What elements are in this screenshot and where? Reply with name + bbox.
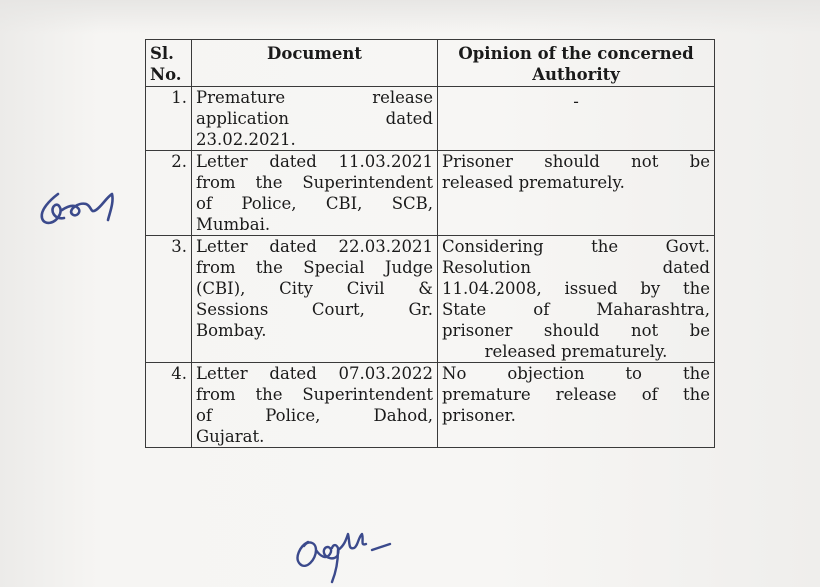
opinion-line: prisoner. [442, 406, 516, 425]
bottom-signature [286, 520, 416, 587]
opinion-line: No objection to the [442, 364, 710, 383]
header-opinion [438, 40, 715, 87]
document-line: Mumbai. [196, 215, 271, 234]
table-header-row [146, 40, 715, 87]
header-document: Document [192, 40, 438, 87]
row-sl-no: 3. [146, 236, 192, 363]
row-document [192, 87, 438, 151]
opinion-line: premature release of the [442, 385, 710, 404]
table-row [146, 87, 715, 151]
row-opinion [438, 151, 715, 236]
row-document [192, 363, 438, 448]
document-line: Gujarat. [196, 427, 265, 446]
table-row [146, 236, 715, 363]
document-line: from the Special Judge [196, 258, 433, 277]
page-edge-shadow [0, 0, 820, 34]
row-sl-no: 1. [146, 87, 192, 151]
opinion-line: State of Maharashtra, [442, 300, 710, 319]
header-sl-no [146, 40, 192, 87]
document-line: Bombay. [196, 321, 267, 340]
document-line: Premature release [196, 88, 433, 107]
header-sl-line1: Sl. [150, 44, 174, 63]
document-line: of Police, CBI, SCB, [196, 194, 433, 213]
header-opinion-line1: Opinion of the concerned [458, 44, 694, 63]
table-row [146, 363, 715, 448]
opinion-line: Considering the Govt. [442, 237, 710, 256]
opinion-line: released prematurely. [484, 342, 668, 361]
row-document [192, 151, 438, 236]
document-line: from the Superintendent [196, 385, 433, 404]
header-opinion-line2: Authority [532, 65, 620, 84]
document-line: from the Superintendent [196, 173, 433, 192]
opinion-line: 11.04.2008, issued by the [442, 279, 710, 298]
document-line: Letter dated 07.03.2022 [196, 364, 433, 383]
document-line: Sessions Court, Gr. [196, 300, 433, 319]
document-line: Letter dated 11.03.2021 [196, 152, 433, 171]
row-document [192, 236, 438, 363]
opinion-line: - [573, 92, 579, 111]
documents-table [145, 39, 715, 448]
document-line: application dated [196, 109, 433, 128]
header-sl-line2: No. [150, 65, 182, 84]
row-opinion [438, 236, 715, 363]
opinion-line: prisoner should not be [442, 321, 710, 340]
opinion-line: Prisoner should not be [442, 152, 710, 171]
document-line: Letter dated 22.03.2021 [196, 237, 433, 256]
row-sl-no: 2. [146, 151, 192, 236]
document-line: (CBI), City Civil & [196, 279, 433, 298]
opinion-line: released prematurely. [442, 173, 625, 192]
opinion-line: Resolution dated [442, 258, 710, 277]
table-row [146, 151, 715, 236]
row-opinion [438, 363, 715, 448]
row-sl-no: 4. [146, 363, 192, 448]
row-opinion [438, 87, 715, 151]
document-line: 23.02.2021. [196, 130, 296, 149]
document-line: of Police, Dahod, [196, 406, 433, 425]
margin-initials-signature [28, 180, 138, 240]
